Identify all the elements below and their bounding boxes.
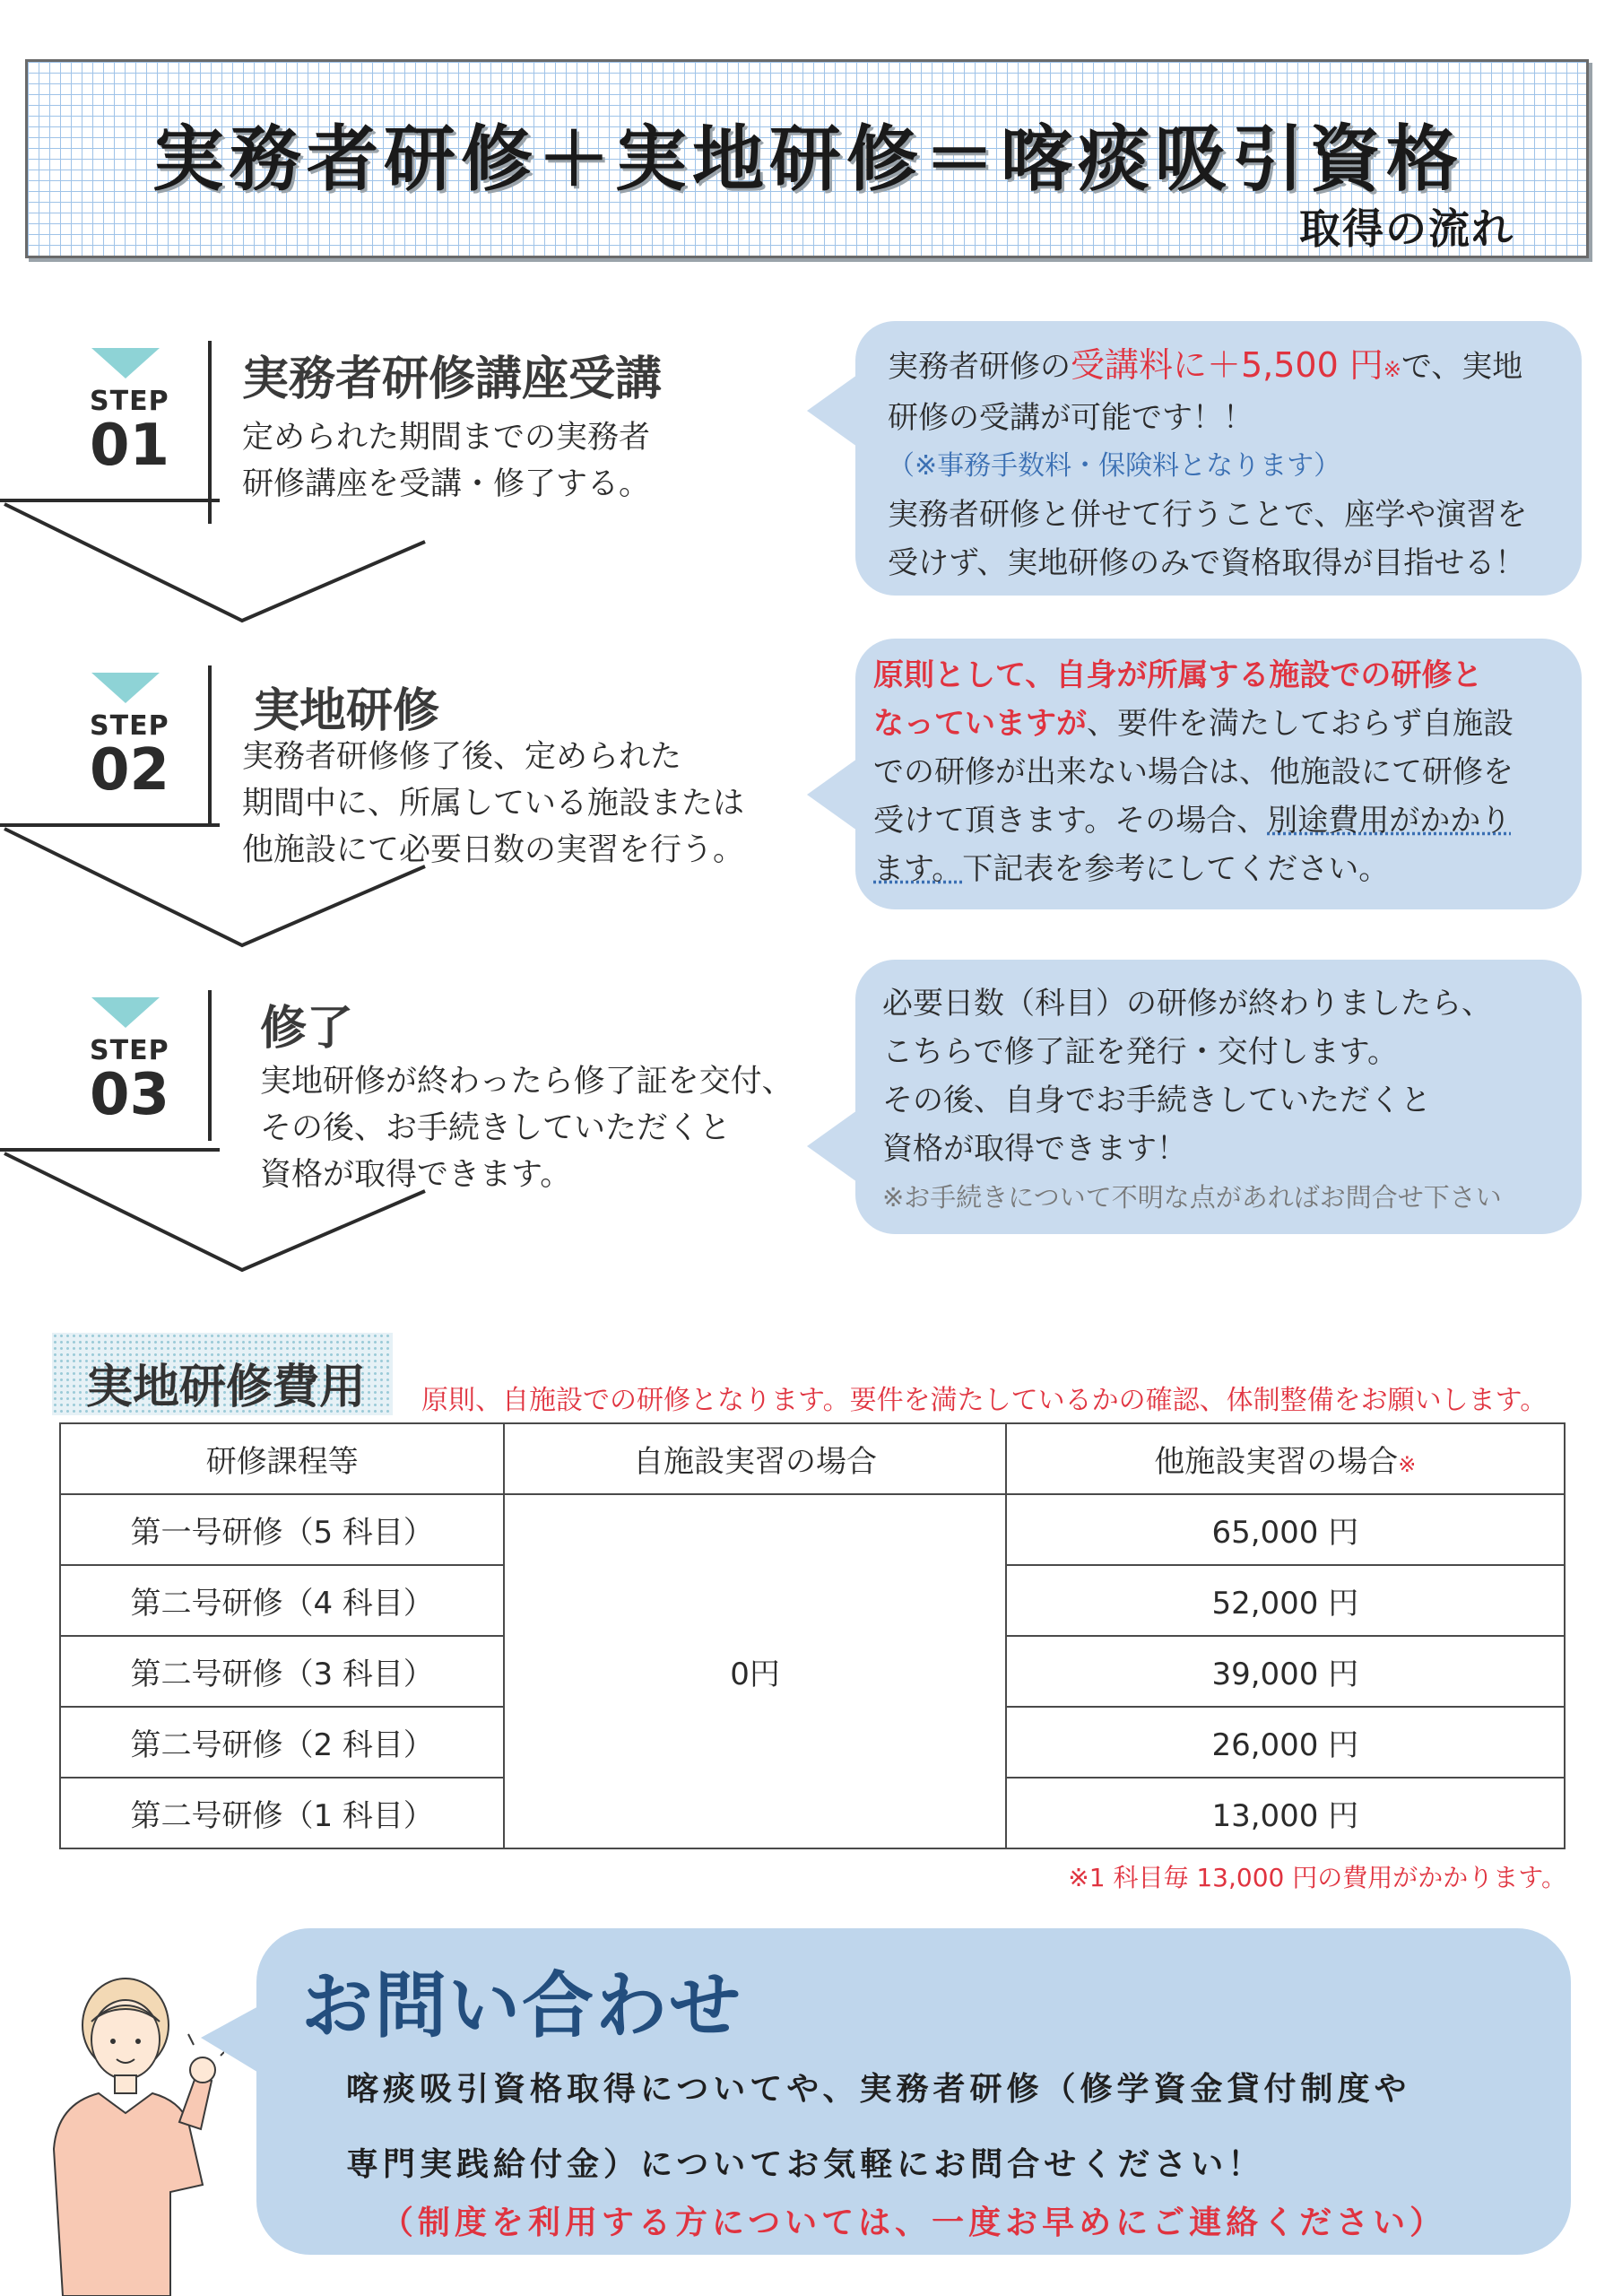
bubble-note: ※お手続きについて不明な点があればお問合せ下さい xyxy=(882,1182,1502,1213)
course-cell: 第二号研修（1 科目） xyxy=(60,1778,504,1848)
step-title: 実務者研修講座受講 xyxy=(242,352,663,406)
bubble-emphasis: なっていますが xyxy=(873,706,1087,742)
bubble-text: で、実地 xyxy=(1401,349,1523,385)
cost-footnote: ※1 科目毎 13,000 円の費用がかかります。 xyxy=(1068,1863,1566,1892)
step-description: 実地研修が終わったら修了証を交付、 その後、お手続きしていただくと 資格が取得できます。 xyxy=(260,1064,794,1193)
cost-title: 実地研修費用 xyxy=(86,1361,367,1414)
info-bubble-step-03 xyxy=(855,960,1582,1234)
bubble-text: 研修の受講が可能です！！ xyxy=(888,400,1253,436)
course-cell: 第二号研修（2 科目） xyxy=(60,1707,504,1778)
header-banner xyxy=(25,59,1589,258)
course-cell: 第二号研修（3 科目） xyxy=(60,1636,504,1707)
step-arrow-icon xyxy=(0,1144,484,1279)
page-title: 実務者研修＋実地研修＝喀痰吸引資格 xyxy=(152,117,1463,201)
extra-cost-text: ます。 xyxy=(873,851,963,887)
page-subtitle: 取得の流れ xyxy=(1299,204,1514,253)
step-title: 実地研修 xyxy=(253,684,440,738)
highlight-fee: 受講料に＋5,500 円 xyxy=(1071,345,1383,385)
info-bubble-step-01 xyxy=(855,321,1582,596)
step-arrow-icon xyxy=(0,820,484,954)
own-facility-cell: 0円 xyxy=(504,1494,1005,1848)
bubble-text: こちらで修了証を発行・交付します。 xyxy=(882,1034,1398,1070)
person-illustration-icon xyxy=(36,1970,224,2296)
other-facility-cell: 65,000 円 xyxy=(1006,1494,1565,1565)
step-description: 実務者研修修了後、定められた 期間中に、所属している施設または 他施設にて必要日数の実習を行う。 xyxy=(242,739,745,868)
other-facility-cell: 39,000 円 xyxy=(1006,1636,1565,1707)
contact-title: お問い合わせ xyxy=(301,1964,742,2048)
contact-line: 喀痰吸引資格取得についてや、実務者研修（修学資金貸付制度や xyxy=(346,2071,1411,2108)
cost-note: 原則、自施設での研修となります。要件を満たしているかの確認、体制整備をお願いします。 xyxy=(421,1385,1548,1416)
bubble-text: その後、自身でお手続きしていただくと xyxy=(882,1083,1431,1118)
contact-body xyxy=(346,2052,1411,2203)
bubble-emphasis: 原則として、自身が所属する施設での研修と xyxy=(873,657,1483,693)
asterisk-mark: ※ xyxy=(1383,357,1401,382)
contact-panel xyxy=(256,1928,1571,2255)
column-header: 自施設実習の場合 xyxy=(504,1423,1005,1494)
bubble-note: （※事務手数料・保険料となります） xyxy=(888,450,1341,482)
bubble-text: 資格が取得できます！ xyxy=(882,1131,1187,1167)
contact-line: 専門実践給付金）についてお気軽にお問合せください！ xyxy=(346,2146,1265,2183)
bubble-tail xyxy=(807,1110,857,1182)
course-cell: 第二号研修（4 科目） xyxy=(60,1565,504,1636)
info-bubble-step-02 xyxy=(855,639,1582,909)
asterisk-mark: ※ xyxy=(1398,1452,1417,1477)
step-number: 01 xyxy=(90,413,170,479)
other-facility-cell: 13,000 円 xyxy=(1006,1778,1565,1848)
bubble-tail xyxy=(807,759,857,831)
cost-table xyxy=(59,1422,1566,1849)
bubble-text: 受けず、実地研修のみで資格取得が目指せる！ xyxy=(888,545,1526,581)
bubble-text: 実務者研修と併せて行うことで、座学や演習を xyxy=(888,497,1528,533)
table-row xyxy=(60,1494,1565,1565)
step-description: 定められた期間までの実務者 研修講座を受講・修了する。 xyxy=(242,420,651,502)
step-number: 03 xyxy=(90,1062,170,1128)
bubble-tail xyxy=(201,2005,260,2074)
bubble-text: での研修が出来ない場合は、他施設にて研修を xyxy=(873,754,1514,790)
step-number: 02 xyxy=(90,737,170,804)
step-triangle-icon xyxy=(91,997,160,1028)
bubble-text: 実務者研修の xyxy=(888,349,1071,385)
column-header: 他施設実習の場合※ xyxy=(1006,1423,1565,1494)
step-triangle-icon xyxy=(91,348,160,378)
course-cell: 第一号研修（5 科目） xyxy=(60,1494,504,1565)
table-header-row xyxy=(60,1423,1565,1494)
bubble-text: 下記表を参考にしてください。 xyxy=(962,851,1390,887)
other-facility-cell: 52,000 円 xyxy=(1006,1565,1565,1636)
step-label: STEP xyxy=(90,386,169,417)
step-label: STEP xyxy=(90,1035,169,1066)
bubble-text: 、要件を満たしておらず自施設 xyxy=(1087,706,1514,742)
extra-cost-text: 別途費用がかかり xyxy=(1267,803,1512,839)
bubble-text: 受けて頂きます。その場合、 xyxy=(873,803,1268,839)
contact-note: （制度を利用する方については、一度お早めにご連絡ください） xyxy=(380,2205,1447,2241)
step-arrow-icon xyxy=(0,495,484,630)
column-header: 研修課程等 xyxy=(60,1423,504,1494)
bubble-text: 必要日数（科目）の研修が終わりましたら、 xyxy=(882,986,1492,1022)
step-title: 修了 xyxy=(260,1002,354,1056)
other-facility-cell: 26,000 円 xyxy=(1006,1707,1565,1778)
step-divider xyxy=(208,665,212,823)
step-triangle-icon xyxy=(91,673,160,703)
step-divider xyxy=(208,990,212,1141)
bubble-tail xyxy=(807,375,857,447)
step-label: STEP xyxy=(90,710,169,742)
